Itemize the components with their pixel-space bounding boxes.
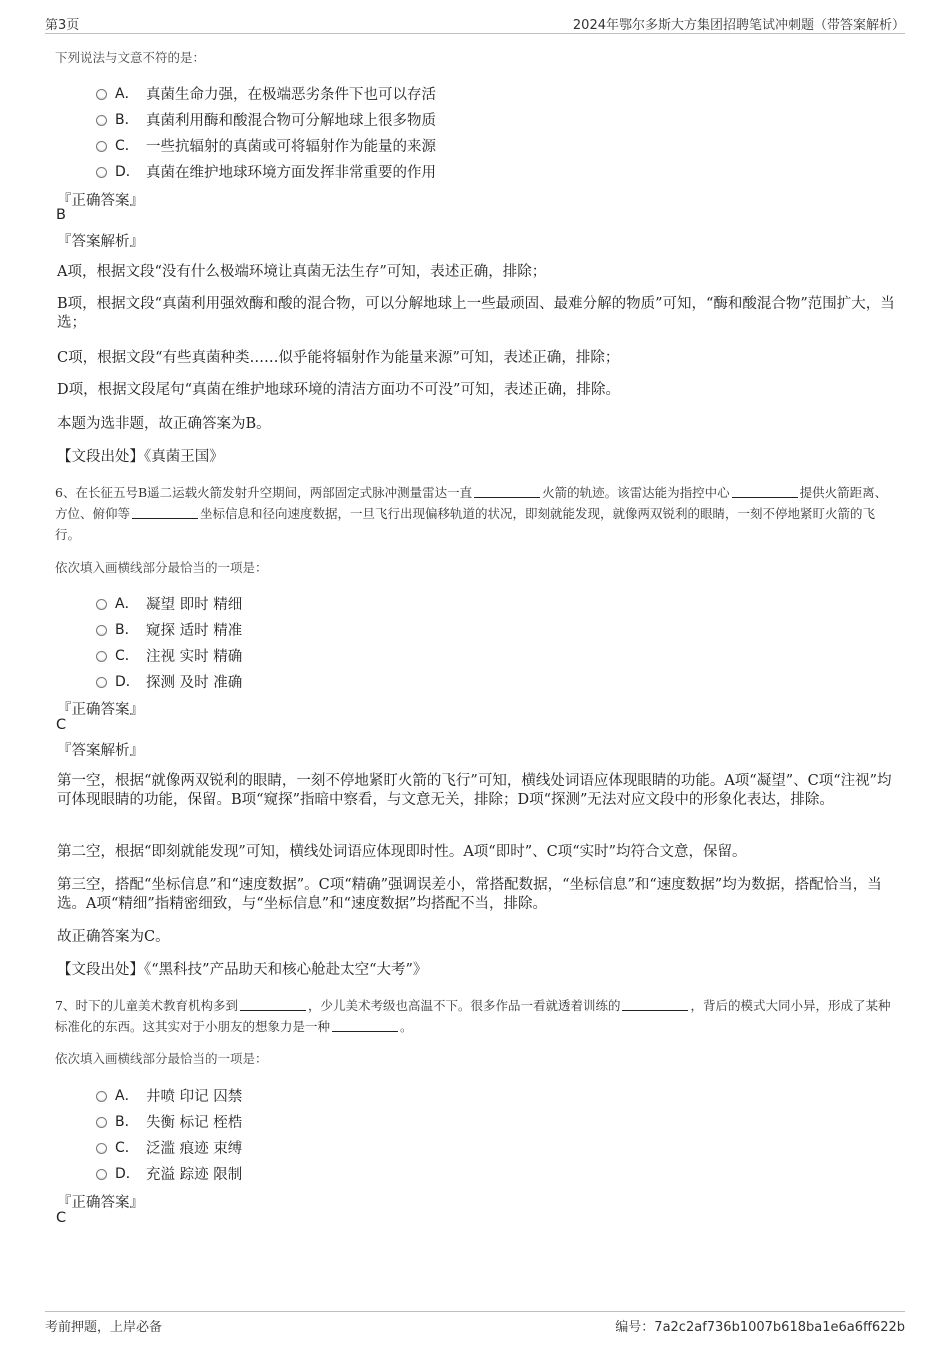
option-text: 真菌利用酶和酸混合物可分解地球上很多物质	[146, 113, 436, 129]
q5-analysis-b: B项，根据文段“真菌利用强效酶和酸的混合物，可以分解地球上一些最顽固、最难分解的物质”可知，“酶和酸混合物”范围扩大，当选；	[57, 296, 895, 331]
option-text: 泛滥 痕迹 束缚	[146, 1141, 243, 1157]
radio-icon[interactable]	[96, 1117, 107, 1128]
q7-text-4: 。	[400, 1019, 413, 1034]
q6-analysis-label: 『答案解析』	[57, 743, 144, 759]
option-letter: D．	[115, 1166, 140, 1182]
radio-icon[interactable]	[96, 1169, 107, 1180]
fill-blank	[332, 1019, 398, 1032]
option-text: 一些抗辐射的真菌或可将辐射作为能量的来源	[146, 139, 436, 155]
q6-answer-label: 『正确答案』	[57, 702, 144, 718]
fill-blank	[240, 998, 306, 1011]
q7-text-2: ，少儿美术考级也高温不下。很多作品一看就透着训练的	[307, 998, 621, 1013]
q5-conclusion: 本题为选非题，故正确答案为B。	[57, 416, 271, 432]
option-letter: D．	[115, 674, 140, 690]
q6-text-4: 坐标信息和径向速度数据，一旦飞行出现偏移轨道的状况，即刻就能发现，就像两双锐利的眼睛，一刻不停地紧盯火箭的飞行。	[55, 506, 876, 542]
radio-icon[interactable]	[96, 167, 107, 178]
option-letter: D．	[115, 164, 140, 180]
fill-blank	[474, 485, 540, 498]
q6-analysis-first-blank: 第一空，根据“就像两双锐利的眼睛，一刻不停地紧盯火箭的飞行”可知，横线处词语应体现眼睛的功能。A项“凝望”、C项“注视”均可体现眼睛的功能，保留。B项“窥探”指暗中察看，与文意无关，排除；D项“探测”无法对应文段中的形象化表达，排除。	[57, 773, 892, 808]
q7-question	[55, 995, 897, 1037]
document-code	[615, 1316, 905, 1335]
option-letter: A．	[115, 86, 139, 102]
option-text: 真菌在维护地球环境方面发挥非常重要的作用	[146, 165, 436, 181]
page-number: 第3页	[45, 18, 80, 33]
radio-icon[interactable]	[96, 89, 107, 100]
option-letter: A．	[115, 1088, 139, 1104]
q7-text-3: ，背后的模式大同小异，形成了某种标准化的东西。这其实对于小朋友的想象力是一种	[55, 998, 891, 1034]
option-text: 真菌生命力强，在极端恶劣条件下也可以存活	[146, 87, 436, 103]
option-text: 窥探 适时 精准	[146, 623, 243, 639]
option-text: 凝望 即时 精细	[146, 597, 243, 613]
option-letter: C．	[115, 138, 139, 154]
option-text: 注视 实时 精确	[146, 649, 243, 665]
radio-icon[interactable]	[96, 625, 107, 636]
radio-icon[interactable]	[96, 677, 107, 688]
option-letter: C．	[115, 648, 139, 664]
radio-icon[interactable]	[96, 141, 107, 152]
q6-text-3: 提供火箭距离、方位、俯仰等	[55, 485, 888, 521]
q5-prompt: 下列说法与文意不符的是：	[55, 50, 206, 65]
option-letter: A．	[115, 596, 139, 612]
q5-answer-label: 『正确答案』	[57, 193, 144, 209]
document-title: 2024年鄂尔多斯大方集团招聘笔试冲刺题（带答案解析）	[572, 18, 905, 33]
fill-blank	[622, 998, 688, 1011]
code-label: 编号：	[615, 1320, 655, 1335]
option-letter: B．	[115, 112, 139, 128]
radio-icon[interactable]	[96, 599, 107, 610]
radio-icon[interactable]	[96, 115, 107, 126]
radio-icon[interactable]	[96, 1143, 107, 1154]
footer-slogan: 考前押题，上岸必备	[45, 1320, 163, 1335]
q6-conclusion: 故正确答案为C。	[57, 929, 170, 945]
q7-answer-label: 『正确答案』	[57, 1195, 144, 1211]
option-letter: B．	[115, 1114, 139, 1130]
q6-text-2: 火箭的轨迹。该雷达能为指控中心	[542, 485, 730, 500]
q6-prompt: 依次填入画横线部分最恰当的一项是：	[55, 560, 268, 575]
q6-answer: C	[56, 717, 67, 733]
radio-icon[interactable]	[96, 651, 107, 662]
q6-source: 【文段出处】《“黑科技”产品助天和核心舱赴太空“大考”》	[57, 962, 428, 978]
option-text: 充溢 踪迹 限制	[146, 1167, 243, 1183]
radio-icon[interactable]	[96, 1091, 107, 1102]
q5-analysis-label: 『答案解析』	[57, 234, 144, 250]
q5-analysis-a: A项，根据文段“没有什么极端环境让真菌无法生存”可知，表述正确，排除；	[57, 264, 547, 280]
code-value: 7a2c2af736b1007b618ba1e6a6ff622b	[654, 1320, 905, 1335]
q5-answer: B	[56, 207, 66, 223]
fill-blank	[732, 485, 798, 498]
option-letter: B．	[115, 622, 139, 638]
q7-text-1: 7、时下的儿童美术教育机构多到	[55, 998, 238, 1013]
q6-question	[55, 482, 897, 545]
q5-source: 【文段出处】《真菌王国》	[57, 449, 224, 465]
q5-analysis-c: C项，根据文段“有些真菌种类……似乎能将辐射作为能量来源”可知，表述正确，排除；	[57, 350, 620, 366]
q7-prompt: 依次填入画横线部分最恰当的一项是：	[55, 1051, 268, 1066]
option-text: 探测 及时 准确	[146, 675, 243, 691]
fill-blank	[132, 506, 198, 519]
q7-answer: C	[56, 1210, 67, 1226]
option-letter: C．	[115, 1140, 139, 1156]
option-text: 失衡 标记 桎梏	[146, 1115, 243, 1131]
q6-text-1: 6、在长征五号B遥二运载火箭发射升空期间，两部固定式脉冲测量雷达一直	[55, 485, 473, 500]
page-footer	[45, 1311, 905, 1335]
q6-analysis-third-blank: 第三空，搭配“坐标信息”和“速度数据”。C项“精确”强调误差小，常搭配数据，“坐标信息”和“速度数据”均为数据，搭配恰当，当选。A项“精细”指精密细致，与“坐标信息”和“速度数据”均搭配不当，排除。	[57, 877, 882, 912]
page-header	[45, 12, 905, 34]
option-text: 井喷 印记 囚禁	[146, 1089, 243, 1105]
q5-analysis-d: D项，根据文段尾句“真菌在维护地球环境的清洁方面功不可没”可知，表述正确，排除。	[57, 382, 620, 398]
q6-analysis-second-blank: 第二空，根据“即刻就能发现”可知，横线处词语应体现即时性。A项“即时”、C项“实时”均符合文意，保留。	[57, 844, 747, 860]
